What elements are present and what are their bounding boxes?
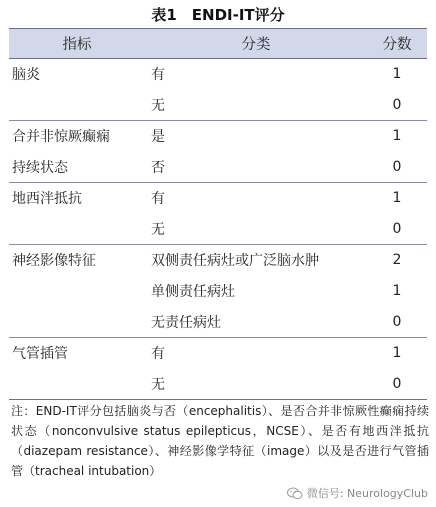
table-row (9, 369, 427, 400)
cell-category: 双侧责任病灶或广泛脑水肿 (145, 245, 367, 276)
cell-indicator (9, 369, 145, 400)
table-header-row (9, 29, 427, 59)
cell-score: 1 (392, 283, 402, 299)
cell-category: 否 (151, 159, 165, 176)
cell-score: 1 (367, 121, 427, 152)
watermark (287, 485, 428, 501)
wechat-icon (287, 487, 303, 500)
table-row (9, 183, 427, 214)
cell-indicator (9, 90, 145, 121)
header-indicator: 指标 (9, 29, 145, 59)
cell-category: 单侧责任病灶 (151, 284, 235, 300)
cell-category: 有 (145, 183, 367, 214)
cell-score: 0 (392, 220, 402, 237)
table-title: 表1 ENDI-IT评分 (151, 6, 285, 24)
table-row (9, 214, 427, 245)
cell-score: 1 (367, 183, 427, 214)
cell-indicator (9, 307, 145, 338)
header-category: 分类 (145, 29, 367, 59)
table-row (9, 245, 427, 276)
cell-category: 是 (145, 121, 367, 152)
cell-category: 无 (151, 221, 165, 238)
table-row (9, 338, 427, 369)
table-note: 注：END-IT评分包括脑炎与否（encephalitis）、是否合并非惊厥性癫痫持续状态（nonconvulsive status epilepticus，NCSE）、是否有地西泮抵抗（diazepam resistance）、神经影像学特征（image）以及是否进行气管插管（tracheal intubation） (11, 404, 429, 478)
cell-score: 1 (367, 338, 427, 369)
cell-score: 0 (392, 313, 402, 330)
watermark-text: 微信号: NeurologyClub (306, 487, 428, 500)
cell-indicator: 地西泮抵抗 (9, 183, 145, 214)
table-row (9, 307, 427, 338)
cell-score: 0 (367, 369, 427, 400)
table-row (9, 152, 427, 183)
header-score: 分数 (367, 29, 427, 59)
cell-indicator: 持续状态 (12, 159, 68, 176)
cell-category: 有 (145, 338, 367, 369)
cell-indicator: 气管插管 (9, 338, 145, 369)
score-table (9, 28, 427, 400)
cell-category: 有 (145, 59, 367, 90)
table-row (9, 276, 427, 307)
cell-indicator: 神经影像特征 (9, 245, 145, 276)
cell-category: 无责任病灶 (151, 314, 221, 331)
cell-indicator: 合并非惊厥癫痫 (9, 121, 145, 152)
table-row (9, 90, 427, 121)
cell-category: 无 (151, 97, 165, 114)
cell-score: 1 (367, 59, 427, 90)
cell-score: 0 (392, 158, 402, 175)
cell-score: 2 (367, 245, 427, 276)
cell-indicator: 脑炎 (9, 59, 145, 90)
cell-indicator (9, 276, 145, 307)
table-row (9, 121, 427, 152)
cell-score: 0 (392, 96, 402, 113)
cell-category: 无 (145, 369, 367, 400)
table-row (9, 59, 427, 90)
cell-indicator (9, 214, 145, 245)
